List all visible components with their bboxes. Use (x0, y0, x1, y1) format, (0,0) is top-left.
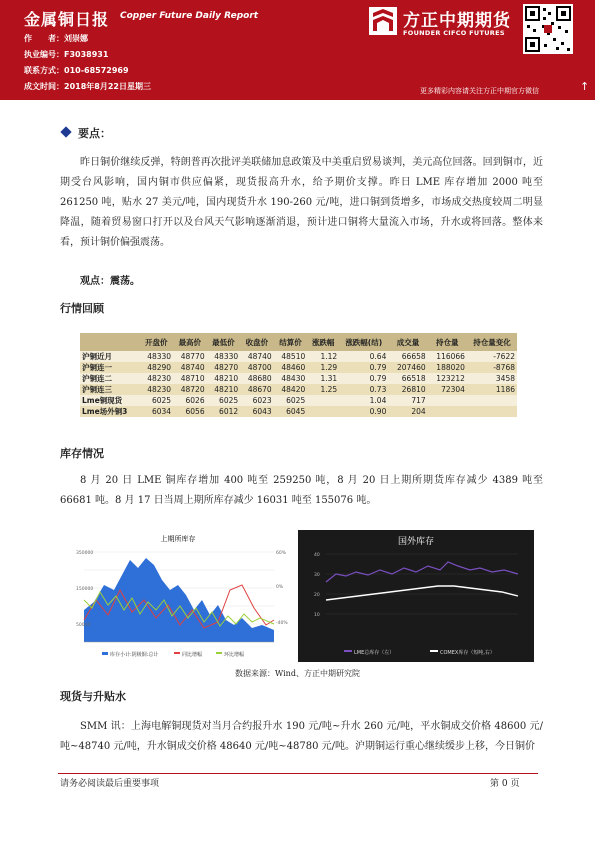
table-cell: 6025 (274, 395, 308, 406)
table-header-cell: 最高价 (173, 333, 207, 351)
table-cell: 48230 (140, 384, 174, 395)
svg-text:50000: 50000 (76, 623, 91, 628)
points-body: 昨日铜价继续反弹，特朗普再次批评美联储加息政策及中美重启贸易谈判，美元高位回落。回到铜市，近期受台风影响，国内铜市供应偏紧，现货报高升水，给予期价支撑。昨日 LME 库存增加 2000 吨至 261250 吨，贴水 27 美元/吨，国内现货升水 190-260 元/吨，进口铜到货增多，市场成交热度较周二明显降温，随着贸易窗口打开以及台风天气影响逐渐消退，预计进口铜将大量流入市场，升水或将回落。整体来看，预计铜价偏强震荡。 (60, 157, 543, 248)
inventory-body: 8 月 20 日 LME 铜库存增加 400 吨至 259250 吨，8 月 20 日上期所期货库存减少 4389 吨至 66681 吨。8 月 17 日当周上期所库存减少 16031 吨至 155076 吨。 (60, 475, 543, 506)
table-cell: 66658 (388, 351, 427, 362)
table-cell: 0.90 (339, 406, 388, 417)
table-row (80, 406, 517, 417)
table-cell (428, 406, 467, 417)
table-cell: 1.29 (307, 362, 339, 373)
license-number: 执业编号：F3038931 (24, 50, 109, 59)
shfe-inventory-chart (62, 530, 294, 662)
table-cell: 6012 (207, 406, 241, 417)
table-cell: 66518 (388, 373, 427, 384)
table-cell: 48210 (207, 373, 241, 384)
table-row (80, 384, 517, 395)
table-row (80, 351, 517, 362)
table-cell (307, 395, 339, 406)
svg-text:0%: 0% (276, 585, 284, 590)
table-header-cell (80, 333, 140, 351)
table-header-cell: 持仓量变化 (467, 333, 517, 351)
table-cell: 6056 (173, 406, 207, 417)
svg-text:40: 40 (314, 553, 320, 558)
up-arrow-icon: ↑ (580, 80, 590, 93)
table-row (80, 362, 517, 373)
report-title: 金属铜日报 (24, 10, 110, 29)
row-label: Lme场外铜3 (80, 406, 140, 417)
table-cell (467, 395, 517, 406)
table-header-cell: 结算价 (274, 333, 308, 351)
table-header-cell: 收盘价 (240, 333, 274, 351)
table-cell: 6045 (274, 406, 308, 417)
view-text: 观点：震荡。 (80, 276, 140, 287)
chart-title: 上期所库存 (160, 535, 196, 543)
table-cell: 48460 (274, 362, 308, 373)
table-cell: -8768 (467, 362, 517, 373)
table-cell: 188020 (428, 362, 467, 373)
wechat-note: 更多精彩内容请关注方正中期官方微信 (420, 87, 539, 95)
table-cell: 0.79 (339, 362, 388, 373)
table-cell: 207460 (388, 362, 427, 373)
table-cell: 48210 (207, 384, 241, 395)
table-cell: 1.25 (307, 384, 339, 395)
table-cell: 3458 (467, 373, 517, 384)
table-header-cell: 最低价 (207, 333, 241, 351)
logo-text-cn: 方正中期期货 (403, 11, 511, 31)
table-cell: 123212 (428, 373, 467, 384)
svg-text:60%: 60% (276, 551, 287, 556)
table-cell: 48270 (207, 362, 241, 373)
table-cell: 48290 (140, 362, 174, 373)
table-cell: 48230 (140, 373, 174, 384)
table-row (80, 373, 517, 384)
bullet-diamond-icon (60, 126, 71, 137)
table-cell (307, 406, 339, 417)
row-label: Lme铜现货 (80, 395, 140, 406)
row-label: 沪铜近月 (80, 351, 140, 362)
footer-disclaimer: 请务必阅读最后重要事项 (60, 779, 160, 789)
svg-text:350000: 350000 (76, 551, 94, 556)
points-title: 要点： (78, 127, 111, 140)
footer-divider (58, 773, 538, 774)
table-cell: 116066 (428, 351, 467, 362)
company-logo (369, 4, 517, 46)
legend-item: LME总库存（左） (354, 650, 395, 656)
quote-table (80, 333, 517, 417)
spot-body: SMM 讯：上海电解铜现货对当月合约报升水 190 元/吨~升水 260 元/吨，平水铜成交价格 48600 元/吨~48740 元/吨，升水铜成交价格 48640 元/吨~48780 元/吨。沪期铜运行重心继续缓步上移，今日铜价 (60, 721, 543, 752)
review-title: 行情回顾 (60, 302, 104, 315)
table-cell: 48710 (173, 373, 207, 384)
table-cell: 1.12 (307, 351, 339, 362)
table-cell (428, 395, 467, 406)
report-subtitle: Copper Future Daily Report (120, 11, 259, 21)
table-cell (467, 406, 517, 417)
chart-title: 国外库存 (397, 537, 435, 547)
table-header-cell: 成交量 (388, 333, 427, 351)
svg-text:30: 30 (314, 573, 320, 578)
table-cell: 1.31 (307, 373, 339, 384)
table-cell: 6043 (240, 406, 274, 417)
row-label: 沪铜连三 (80, 384, 140, 395)
table-cell: 48720 (173, 384, 207, 395)
table-cell: 0.64 (339, 351, 388, 362)
table-cell: -7622 (467, 351, 517, 362)
table-row (80, 395, 517, 406)
table-cell: 48740 (240, 351, 274, 362)
table-cell: 26810 (388, 384, 427, 395)
table-cell: 48680 (240, 373, 274, 384)
contact-phone: 联系方式：010-68572969 (24, 66, 129, 75)
table-header-row (80, 333, 517, 351)
table-cell: 6023 (240, 395, 274, 406)
inventory-title: 库存情况 (60, 447, 104, 460)
chart-caption: 数据来源：Wind、方正中期研究院 (235, 669, 360, 678)
report-date: 成文时间：2018年8月22日星期三 (24, 82, 151, 91)
table-cell: 48330 (207, 351, 241, 362)
svg-text:20: 20 (314, 593, 320, 598)
legend-item: 库存小计:阴极铜:总计 (110, 652, 159, 658)
report-header (0, 0, 595, 100)
table-cell: 717 (388, 395, 427, 406)
table-cell: 48330 (140, 351, 174, 362)
table-cell: 48420 (274, 384, 308, 395)
table-cell: 48700 (240, 362, 274, 373)
table-cell: 6026 (173, 395, 207, 406)
page-number: 第 0 页 (490, 779, 520, 789)
table-cell: 6025 (140, 395, 174, 406)
svg-text:-40%: -40% (276, 621, 288, 626)
table-cell: 72304 (428, 384, 467, 395)
table-cell: 48740 (173, 362, 207, 373)
inventory-charts (62, 530, 534, 662)
qr-code-icon (523, 4, 573, 54)
svg-text:150000: 150000 (76, 587, 94, 592)
legend-item: COMEX库存（短吨,右） (440, 650, 495, 656)
table-cell: 48770 (173, 351, 207, 362)
table-cell: 1.04 (339, 395, 388, 406)
table-header-cell: 持仓量 (428, 333, 467, 351)
foreign-inventory-chart (298, 530, 534, 662)
table-cell: 48430 (274, 373, 308, 384)
row-label: 沪铜连一 (80, 362, 140, 373)
table-header-cell: 涨跌幅 (307, 333, 339, 351)
table-cell: 0.73 (339, 384, 388, 395)
legend-item: 环比增幅 (224, 652, 245, 658)
svg-text:10: 10 (314, 613, 320, 618)
table-cell: 48510 (274, 351, 308, 362)
table-cell: 6034 (140, 406, 174, 417)
table-cell: 204 (388, 406, 427, 417)
logo-mark-icon (369, 7, 397, 35)
author: 作 者：刘崇娜 (24, 34, 88, 43)
table-cell: 0.79 (339, 373, 388, 384)
table-header-cell: 涨跌幅(结) (339, 333, 388, 351)
table-cell: 48670 (240, 384, 274, 395)
logo-text-en: FOUNDER CIFCO FUTURES (403, 29, 505, 37)
row-label: 沪铜连二 (80, 373, 140, 384)
table-cell: 6025 (207, 395, 241, 406)
table-cell: 1186 (467, 384, 517, 395)
table-header-cell: 开盘价 (140, 333, 174, 351)
spot-title: 现货与升贴水 (60, 690, 126, 703)
legend-item: 同比增幅 (182, 652, 203, 658)
